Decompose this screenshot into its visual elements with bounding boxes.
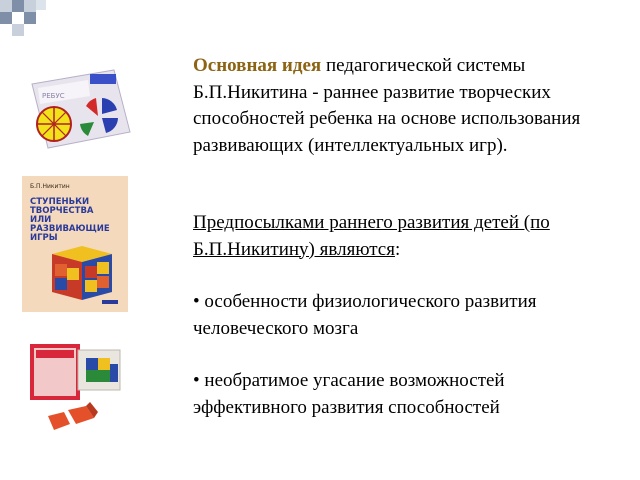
deco-square [24, 0, 36, 12]
prerequisites-heading [193, 210, 603, 263]
corner-decoration [0, 0, 640, 40]
book-cover-image [22, 176, 128, 312]
prerequisites-underlined: Предпосылками раннего развития детей (по Б.П.Никитину) являются [193, 212, 550, 260]
slide-text-block [193, 53, 603, 421]
main-idea-text: педагогической системы Б.П.Никитина - раннее развитие творческих способностей ребенка на основе использования развивающих (интеллектуальных игр). [193, 55, 581, 156]
bullet-text: особенности физиологического развития человеческого мозга [193, 291, 537, 339]
book-author: Б.П.Никитин [30, 183, 70, 190]
deco-square [12, 24, 24, 36]
deco-square [0, 0, 12, 12]
deco-square [12, 0, 24, 12]
main-idea-highlight: Основная идея [193, 55, 322, 76]
game-kit-image [28, 340, 138, 436]
bullet-item [193, 368, 603, 421]
deco-square [24, 12, 36, 24]
svg-text:РЕБУС: РЕБУС [42, 92, 65, 100]
book-title-line: РАЗВИВАЮЩИЕ [30, 224, 110, 234]
main-idea-paragraph [193, 53, 603, 159]
book-title-line: СТУПЕНЬКИ [30, 197, 90, 207]
book-title-line: ИЛИ [30, 215, 52, 225]
fraction-circles-puzzle-image [28, 66, 132, 150]
deco-square [36, 0, 46, 10]
deco-square [0, 12, 12, 24]
book-title-line: ИГРЫ [30, 233, 58, 243]
bullet-text: необратимое угасание возможностей эффективного развития способностей [193, 370, 505, 418]
bullet-marker: • [193, 370, 200, 391]
book-title-line: ТВОРЧЕСТВА [30, 206, 94, 216]
color-cube-illustration [52, 246, 112, 300]
bullet-marker: • [193, 291, 200, 312]
bullet-item [193, 289, 603, 342]
prerequisites-colon: : [394, 238, 401, 260]
